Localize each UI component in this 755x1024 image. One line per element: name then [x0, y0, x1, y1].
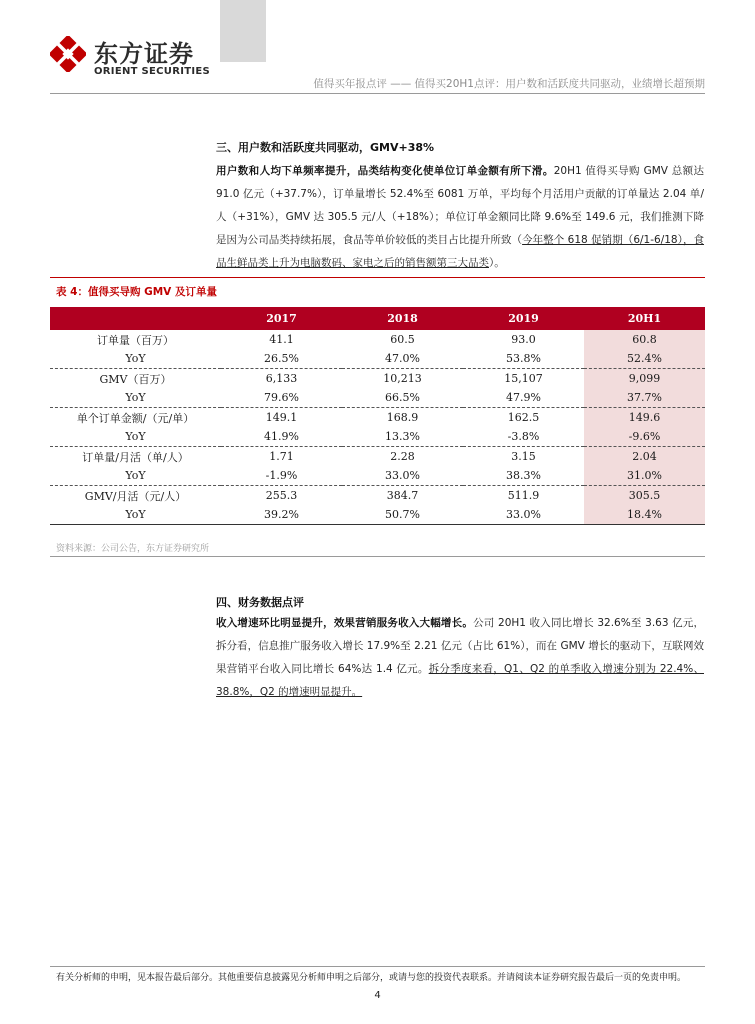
table-cell: 511.9: [507, 489, 540, 502]
table-cell: 60.5: [390, 333, 415, 346]
section-3-paragraph: [216, 160, 704, 275]
table-cell-highlight: 37.7%: [584, 388, 705, 408]
table-title: 表 4：值得买导购 GMV 及订单量: [56, 286, 217, 298]
table-row: [50, 349, 705, 369]
table-cell: 66.5%: [342, 388, 463, 408]
row-label: YoY: [50, 388, 221, 408]
table-cell: 162.5: [507, 411, 540, 424]
section-4-heading: 四、财务数据点评: [216, 596, 304, 609]
table-cell-highlight: 9,099: [584, 369, 705, 389]
table-cell: 149.1: [265, 411, 298, 424]
section-3-underlined: 今年整个 618 促销期（6/1-6/18），食品生鲜品类上升为电脑数码、家电之后的销售额第三大品类: [216, 234, 705, 269]
table-cell-highlight: 60.8: [584, 330, 705, 349]
table-cell-highlight: 305.5: [584, 486, 705, 506]
row-label: YoY: [50, 505, 221, 525]
table-source: 资料来源：公司公告，东方证券研究所: [56, 544, 210, 554]
row-label: YoY: [50, 427, 221, 447]
table-cell: 3.15: [511, 450, 536, 463]
table-header-cell: 2019: [463, 307, 584, 330]
table-cell-highlight: 31.0%: [584, 466, 705, 486]
table-cell: 33.0%: [463, 505, 584, 525]
section-4-underlined: 拆分季度来看，Q1、Q2 的单季收入增速分别为 22.4%、38.8%，Q2 的增速明显提升。: [216, 663, 704, 698]
table-cell-highlight: 18.4%: [584, 505, 705, 525]
header-gray-bar: [220, 0, 266, 62]
footer-disclaimer: 有关分析师的申明，见本报告最后部分。其他重要信息披露见分析师申明之后部分，或请与您的投资代表联系。并请阅读本证券研究报告最后一页的免责申明。: [56, 973, 687, 983]
table-cell-highlight: 2.04: [584, 447, 705, 467]
table-cell: 2.28: [390, 450, 415, 463]
orient-logo-icon: [50, 36, 86, 72]
section-4-lead: 收入增速环比明显提升，效果营销服务收入大幅增长。: [216, 617, 474, 629]
table-cell: 1.71: [269, 450, 294, 463]
row-label: GMV（百万）: [99, 372, 172, 386]
row-label: 订单量（百万）: [97, 333, 174, 347]
table-header-row: [50, 307, 705, 330]
table-title-divider: [50, 277, 705, 278]
row-label: GMV/月活（元/人）: [84, 489, 187, 503]
brand-name-cn: 东方证券: [94, 40, 194, 68]
company-logo: [50, 32, 220, 84]
header-divider: [50, 93, 705, 94]
table-cell: 47.0%: [342, 349, 463, 369]
row-label: 单个订单金额/（元/单）: [76, 411, 195, 425]
section-3-tail: ）。: [489, 257, 505, 269]
row-label: 订单量/月活（单/人）: [82, 450, 189, 464]
table-cell: 6,133: [265, 372, 298, 385]
table-cell: 255.3: [265, 489, 298, 502]
table-cell-highlight: 149.6: [584, 408, 705, 428]
table-cell: 10,213: [383, 372, 422, 385]
table-cell: 79.6%: [221, 388, 342, 408]
table-header-cell: 2018: [342, 307, 463, 330]
table-cell: -1.9%: [221, 466, 342, 486]
table-header-cell: 2017: [221, 307, 342, 330]
table-cell: 26.5%: [221, 349, 342, 369]
table-row: [50, 369, 705, 389]
report-header-title: 值得买年报点评 —— 值得买20H1点评：用户数和活跃度共同驱动，业绩增长超预期: [313, 78, 705, 90]
table-cell: 33.0%: [342, 466, 463, 486]
table-cell: 384.7: [386, 489, 419, 502]
section-3-heading: 三、用户数和活跃度共同驱动，GMV+38%: [216, 141, 435, 154]
table-cell-highlight: -9.6%: [584, 427, 705, 447]
row-label: YoY: [50, 349, 221, 369]
table-row: [50, 427, 705, 447]
table-row: [50, 388, 705, 408]
table-cell: 93.0: [511, 333, 536, 346]
gmv-order-table: [50, 307, 705, 525]
page-number: 4: [374, 990, 381, 1001]
table-header-cell: [50, 307, 221, 330]
table-cell: 13.3%: [342, 427, 463, 447]
footer-divider: [50, 966, 705, 967]
table-cell: 39.2%: [221, 505, 342, 525]
table-row: [50, 486, 705, 506]
table-row: [50, 447, 705, 467]
table-row: [50, 330, 705, 349]
table-cell: 47.9%: [463, 388, 584, 408]
table-cell: 41.1: [269, 333, 294, 346]
table-cell: 53.8%: [463, 349, 584, 369]
table-cell: -3.8%: [463, 427, 584, 447]
section-4-body: 公司 20H1 收入同比增长 32.6%至 3.63 亿元，拆分看，信息推广服务收入增长 17.9%至 2.21 亿元（占比 61%），而在 GMV 增长的驱动下，互联网效果营销平台收入同比增长 64%达 1.4 亿元。: [216, 617, 705, 675]
table-header-cell: 20H1: [584, 307, 705, 330]
table-cell-highlight: 52.4%: [584, 349, 705, 369]
table-cell: 15,107: [504, 372, 543, 385]
table-row: [50, 466, 705, 486]
table-row: [50, 408, 705, 428]
section-3-lead: 用户数和人均下单频率提升，品类结构变化使单位订单金额有所下滑。: [216, 165, 554, 177]
source-divider: [50, 556, 705, 557]
section-4-paragraph: [216, 612, 704, 704]
table-row: [50, 505, 705, 525]
section-3-body: 20H1 值得买导购 GMV 总额达 91.0 亿元（+37.7%），订单量增长 52.4%至 6081 万单，平均每个月活用户贡献的订单量达 2.04 单/人（+31%），GMV 达 305.5 元/人（+18%）；单位订单金额同比降 9.6%至 149.6 元，我们推测下降是因为公司品类持续拓展，食品等单价较低的类目占比提升所致（: [216, 165, 705, 246]
table-cell: 50.7%: [342, 505, 463, 525]
table-cell: 168.9: [386, 411, 419, 424]
table-cell: 41.9%: [221, 427, 342, 447]
table-cell: 38.3%: [463, 466, 584, 486]
brand-name-en: ORIENT SECURITIES: [94, 66, 211, 77]
row-label: YoY: [50, 466, 221, 486]
